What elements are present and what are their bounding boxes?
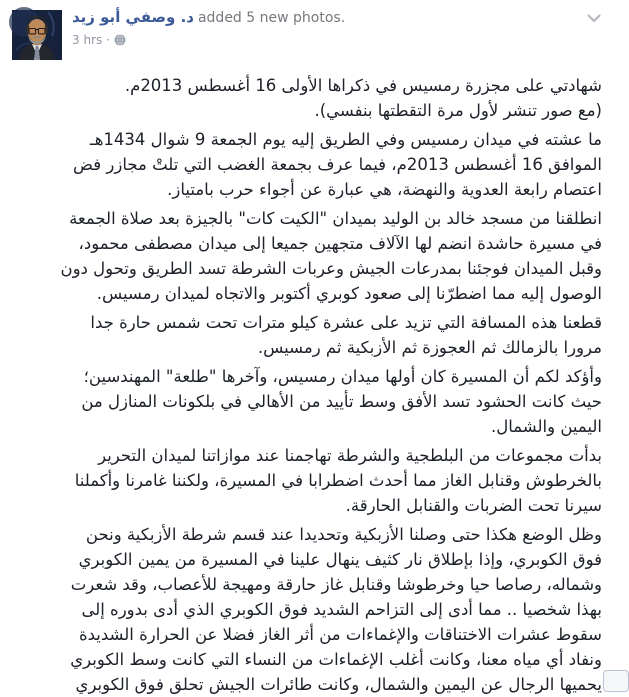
post-text-line: (مع صور تنشر لأول مرة التقطتها بنفسي). <box>314 101 602 120</box>
post-text-line: انطلقنا من مسجد خالد بن الوليد بميدان "الكيت كات" بالجيزة بعد صلاة الجمعة <box>69 209 602 228</box>
meta-separator: · <box>106 33 111 47</box>
post-title-line <box>72 7 574 28</box>
post-text-line: وقبل الميدان فوجئنا بمدرعات الجيش وعربات الشرطة تسد الطريق وتحول دون <box>60 259 602 278</box>
post-text-line: الموافق 16 أغسطس 2013م، فيما عرف بجمعة الغضب التي تلتْ مجازر فض <box>73 155 602 174</box>
post-text-line: الوصول إليه مما اضطرّنا إلى صعود كوبري أكتوبر والاتجاه لميدان رمسيس. <box>96 284 602 303</box>
post-text-line: قطعنا هذه المسافة التي تزيد على عشرة كيلو مترات تحت شمس حارة جدا <box>90 313 602 332</box>
chevron-down-icon <box>587 14 601 23</box>
post-text-line: شهادتي على مجزرة رمسيس في ذكراها الأولى 16 أغسطس 2013م. <box>124 76 602 95</box>
post-text <box>0 70 614 694</box>
post-menu-button[interactable] <box>585 11 603 25</box>
post-text-line: وشماله، رصاصا حيا وخرطوشا وقنابل غاز حارقة ومهيجة للأعصاب، وقد شعرت <box>70 575 602 594</box>
post-text-line: حيث كانت الحشود تسد الأفق وسط تأييد من الأهالي في بلكونات المنازل من <box>81 392 602 411</box>
post-meta <box>72 33 574 47</box>
post-text-line: بهذا شخصيا .. مما أدى إلى التزاحم الشديد فوق الكوبري الذي أدى بدوره إلى <box>81 600 602 619</box>
post-text-line: ونفاد أي مياه معنا، وكانت أغلب الإغماءات من النساء التي كانت وسط الكوبري <box>70 650 602 669</box>
post-text-line: فوق الكوبري، وإذا بإطلاق نار كثيف ينهال علينا في المسيرة من يمين الكوبري <box>78 550 602 569</box>
post-text-line: يحميها الرجال عن اليمين والشمال، وكانت طائرات الجيش تحلق فوق الكوبري <box>75 675 602 694</box>
post-text-line: سيرنا تحت الضربات والقنابل الحارقة. <box>345 496 602 515</box>
avatar[interactable] <box>12 10 62 60</box>
post-text-line: وظل الوضع هكذا حتى وصلنا الأزبكية وتحديدا عند قسم شرطة الأزبكية ونحن <box>85 525 602 544</box>
paragraph <box>12 206 602 306</box>
globe-icon <box>114 34 126 46</box>
timestamp-link[interactable]: 3 hrs <box>72 33 103 47</box>
post-header <box>0 0 614 70</box>
post-text-line: في مسيرة حاشدة انضم لها الآلاف متجهين جميعا إلى ميدان مصطفى محمود، <box>78 234 602 253</box>
paragraph <box>12 73 602 123</box>
paragraph <box>12 443 602 518</box>
post-text-line: ما عشته في ميدان رمسيس وفي الطريق إليه يوم الجمعة 9 شوال 1434هـ <box>89 130 602 149</box>
post-action-text: added 5 new photos. <box>197 10 346 26</box>
paragraph <box>12 522 602 697</box>
post-text-line: بدأت مجموعات من البلطجية والشرطة تهاجمنا عند موازاتنا لميدان التحرير <box>98 446 602 465</box>
post-text-line: اليمين والشمال. <box>490 417 602 436</box>
post-text-line: اعتصام رابعة العدوية والنهضة، هي عبارة عن أجواء حرب بامتياز. <box>167 180 602 199</box>
post-text-line: سقوط عشرات الاختناقات والإغماءات من أثر الغاز فضلا عن الحرارة الشديدة <box>79 625 602 644</box>
post-text-line: وأؤكد لكم أن المسيرة كان أولها ميدان رمسيس، وآخرها "طلعة" المهندسين؛ <box>83 367 602 386</box>
avatar-image <box>12 10 62 60</box>
clipped-bottom-element <box>603 670 629 692</box>
post-text-line: بالخرطوش وقنابل الغاز مما أحدث اضطرابا في المسيرة، ولكننا غامرنا وأكملنا <box>74 471 602 490</box>
header-text <box>72 0 614 47</box>
paragraph <box>12 127 602 202</box>
post-text-line: مرورا بالزمالك ثم العجوزة ثم الأزبكية ثم رمسيس. <box>257 338 602 357</box>
paragraph <box>12 364 602 439</box>
author-link[interactable]: د. وصفي أبو زيد <box>72 8 194 26</box>
paragraph <box>12 310 602 360</box>
